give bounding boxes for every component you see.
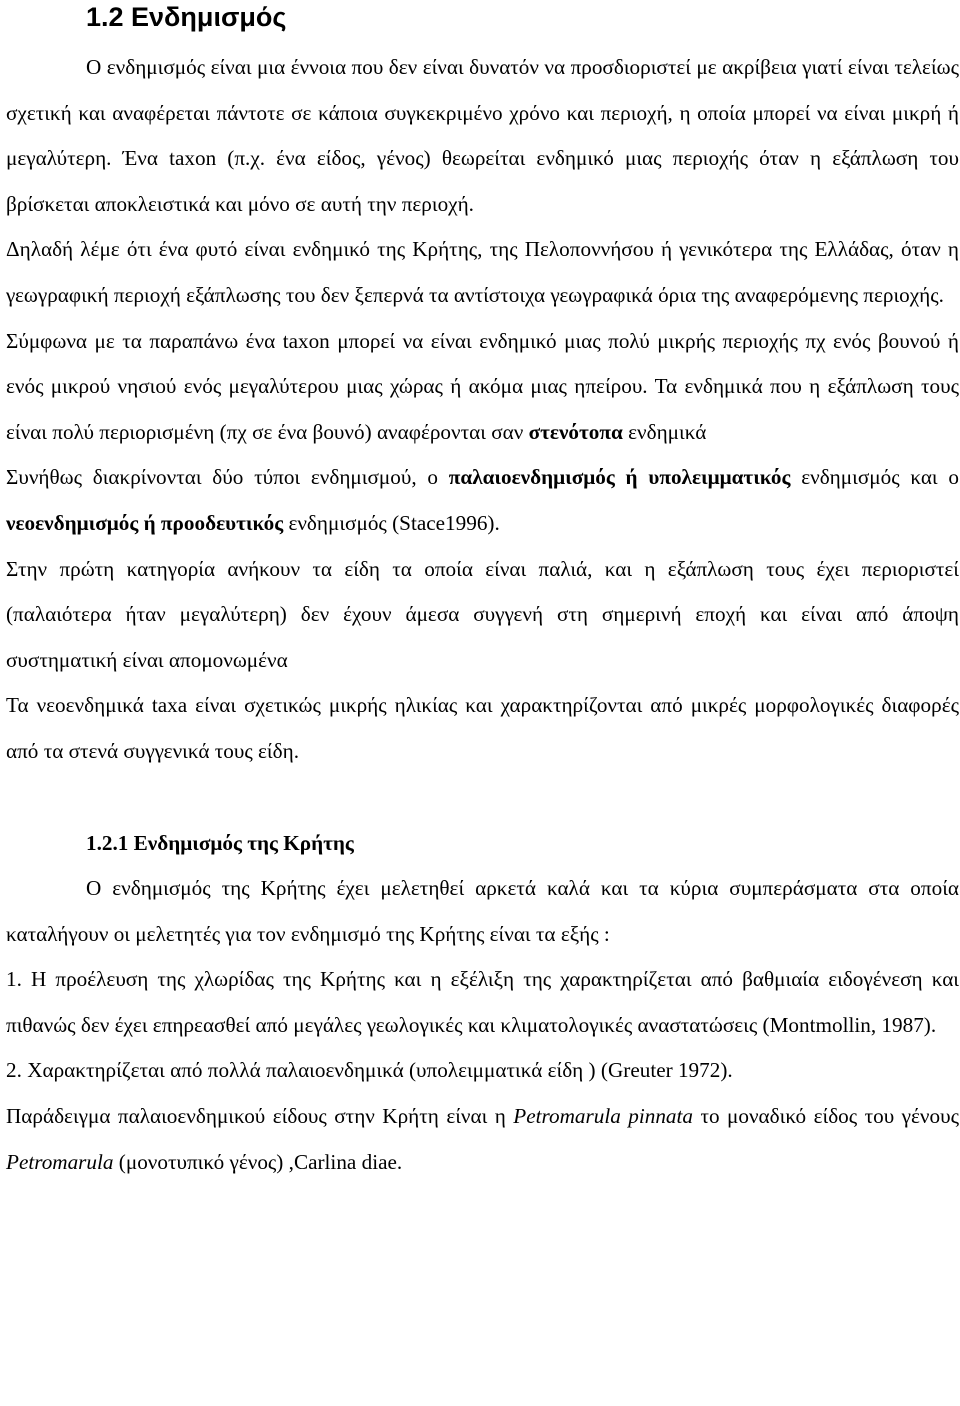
paragraph-crete-intro: Ο ενδημισμός της Κρήτης έχει μελετηθεί αρκετά καλά και τα κύρια συμπεράσματα στα οποία καταλήγουν οι μελετητές για τον ενδημισμό της Κρήτης είναι τα εξής :	[6, 876, 959, 946]
text-run: ενδημικά	[622, 419, 707, 444]
bold-term-paleoendemism: παλαιοενδημισμός ή υπολειμματικός	[448, 465, 791, 490]
paragraph-petromarula-example	[6, 1094, 959, 1185]
paragraph-narrow-endemics	[6, 319, 959, 456]
text-run: Σύμφωνα με τα παραπάνω ένα taxon μπορεί να είναι ενδημικό μιας πολύ μικρής περιοχής πχ ενός βουνού ή ενός μικρού νησιού ενός μεγαλύτερου μιας χώρας ή ακόμα μιας ηπείρου. Τα ενδημικά που η εξάπλωση τους είναι πολύ περιορισμένη (πχ σε ένα βουνό) αναφέρονται σαν	[6, 328, 959, 444]
list-item-paleoendemics: 2. Χαρακτηρίζεται από πολλά παλαιοενδημικά (υπολειμματικά είδη ) (Greuter 1972).	[6, 1058, 733, 1083]
text-run: (μονοτυπικό γένος) ,Carlina diae.	[113, 1149, 403, 1174]
paragraph-endemism-types	[6, 455, 959, 546]
genus-name: Petromarula	[6, 1149, 114, 1174]
section-heading: 1.2 Ενδημισμός	[86, 2, 287, 32]
text-run: Παράδειγμα παλαιοενδημικού είδους στην Κρήτη είναι η	[6, 1104, 514, 1129]
subsection-heading: 1.2.1 Ενδημισμός της Κρήτης	[86, 830, 354, 855]
text-run: ενδημισμός (Stace1996).	[283, 510, 500, 535]
list-item-origin: 1. Η προέλευση της χλωρίδας της Κρήτης και η εξέλιξη της χαρακτηρίζεται από βαθμιαία ειδογένεση και πιθανώς δεν έχει επηρεασθεί από μεγάλες γεωλογικές και κλιματολογικές αναστατώσεις (Montmollin, 1987).	[6, 967, 959, 1037]
text-run: το μοναδικό είδος του γένους	[693, 1104, 959, 1129]
bold-term-stenotopa: στενότοπα	[528, 419, 623, 444]
paragraph-first-category: Στην πρώτη κατηγορία ανήκουν τα είδη τα οποία είναι παλιά, και η εξάπλωση τους έχει περιοριστεί (παλαιότερα ήταν μεγαλύτερη) δεν έχουν άμεσα συγγενή στη σημερινή εποχή και είναι από άποψη συστηματική είναι απομονωμένα	[6, 556, 959, 672]
paragraph-example-crete: Δηλαδή λέμε ότι ένα φυτό είναι ενδημικό της Κρήτης, της Πελοποννήσου ή γενικότερα της Ελλάδας, όταν η γεωγραφική περιοχή εξάπλωσης του δεν ξεπερνά τα αντίστοιχα γεωγραφικά όρια της αναφερόμενης περιοχής.	[6, 237, 959, 307]
bold-term-neoendemism: νεοενδημισμός ή προοδευτικός	[6, 510, 284, 535]
text-run: ενδημισμός και ο	[790, 465, 959, 490]
paragraph-neoendemics: Τα νεοενδημικά taxa είναι σχετικώς μικρής ηλικίας και χαρακτηρίζονται από μικρές μορφολογικές διαφορές από τα στενά συγγενικά τους είδη.	[6, 693, 959, 763]
text-run: Συνήθως διακρίνονται δύο τύποι ενδημισμού, ο	[6, 465, 449, 490]
paragraph-definition: Ο ενδημισμός είναι μια έννοια που δεν είναι δυνατόν να προσδιοριστεί με ακρίβεια γιατί είναι τελείως σχετική και αναφέρεται πάντοτε σε κάποια συγκεκριμένο χρόνο και περιοχή, η οποία μπορεί να είναι μικρή ή μεγαλύτερη. Ένα taxon (π.χ. ένα είδος, γένος) θεωρείται ενδημικό μιας περιοχής όταν η εξάπλωση του βρίσκεται αποκλειστικά και μόνο σε αυτή την περιοχή.	[6, 55, 959, 216]
section-spacer	[6, 775, 959, 821]
species-name: Petromarula pinnata	[513, 1104, 693, 1129]
document-page	[6, 0, 959, 1185]
